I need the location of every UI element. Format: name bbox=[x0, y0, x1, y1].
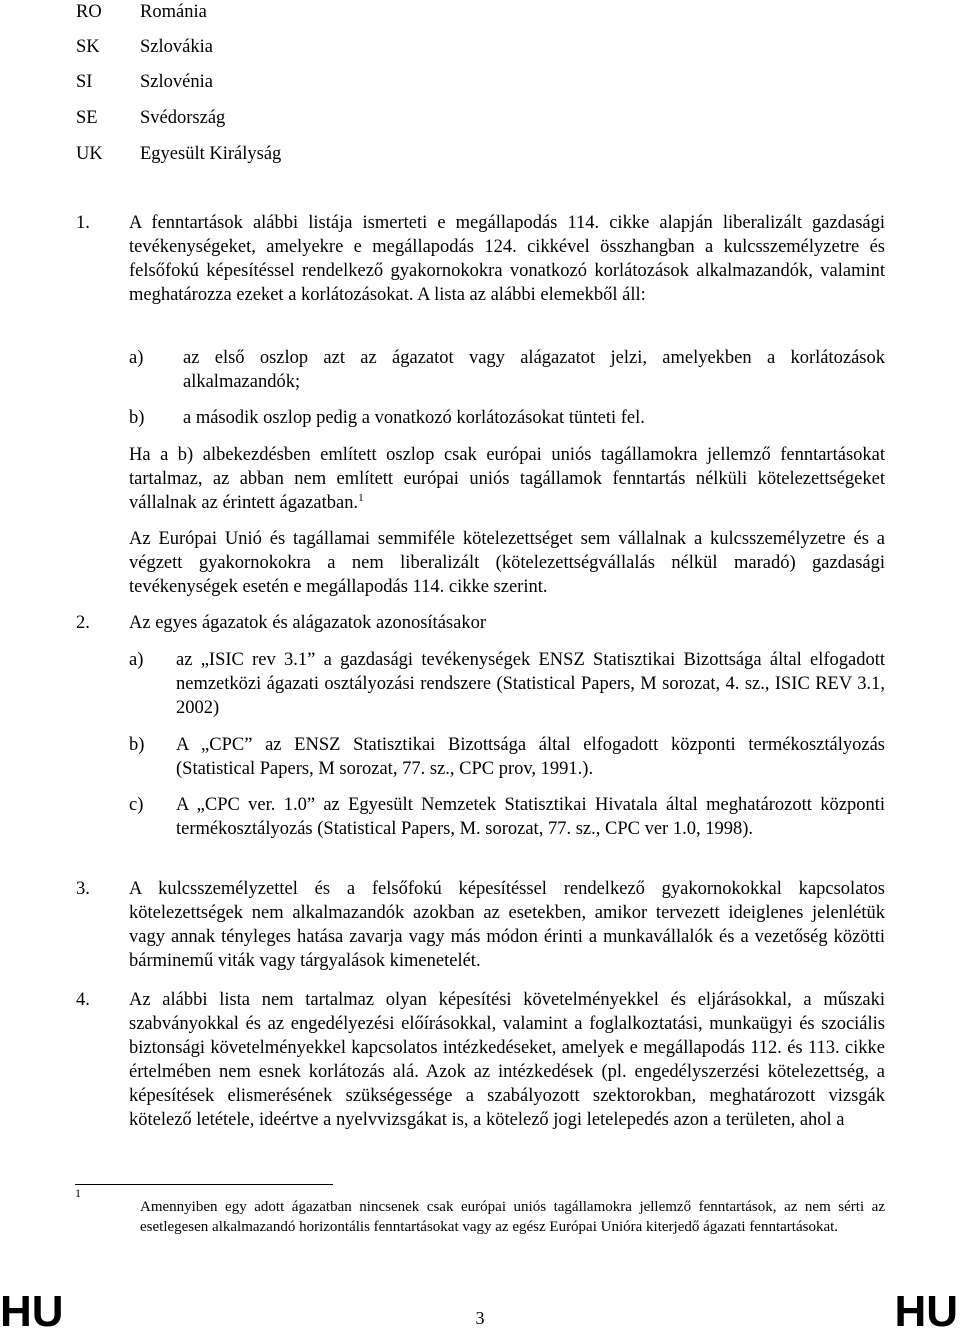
footnote-mark: 1 bbox=[75, 1186, 81, 1200]
country-code: UK bbox=[76, 144, 103, 164]
section-number: 2. bbox=[76, 613, 90, 633]
section-4-text: Az alábbi lista nem tartalmaz olyan képesítési követelményekkel és eljárásokkal, a műszaki szabványokkal és az engedélyezési előírásokkal, valamint a foglalkoztatási, munkaügyi és szociális biztonsági követelményekkel kapcsolatos intézkedéseket, amelyek e megállapodás 112. és 113. cikke értelmében nem esnek korlátozás alá. Azok az intézkedések (pl. engedélyszerzési kötelezettség, a képesítések elismerésének szükségessége a szabályozott szektorokban, meghatározott vizsgák kötelező letétele, ideértve a nyelvvizsgákat is, a kötelező jogi letelepedés azon a területen, ahol a bbox=[129, 990, 885, 1130]
country-code: SE bbox=[76, 108, 98, 128]
list-label: a) bbox=[129, 650, 144, 670]
list-label: b) bbox=[129, 735, 145, 755]
country-name: Egyesült Királyság bbox=[140, 144, 282, 164]
language-code-right: HU bbox=[894, 1287, 958, 1336]
section-number: 1. bbox=[76, 213, 90, 233]
section-number: 3. bbox=[76, 879, 90, 899]
country-name: Románia bbox=[140, 2, 207, 22]
footnote-reference[interactable]: 1 bbox=[358, 491, 364, 504]
country-code: SI bbox=[76, 72, 93, 92]
list-label: b) bbox=[129, 408, 145, 428]
country-name: Szlovákia bbox=[140, 37, 213, 57]
section-1-paragraph-3: Az Európai Unió és tagállamai semmiféle kötelezettséget sem vállalnak a kulcsszemélyzetre és a végzett gyakornokokra a nem liberalizált (kötelezettségvállalás nélkül maradó) gazdasági tevékenységek esetén e megállapodás 114. cikke szerint. bbox=[129, 529, 885, 597]
list-item-text: A „CPC ver. 1.0” az Egyesült Nemzetek Statisztikai Hivatala által meghatározott központi termékosztályozás (Statistical Papers, M. sorozat, 77. sz., CPC ver 1.0, 1998). bbox=[176, 795, 885, 839]
list-item-text: a második oszlop pedig a vonatkozó korlátozásokat tünteti fel. bbox=[183, 408, 645, 428]
section-1-intro: A fenntartások alábbi listája ismerteti e megállapodás 114. cikke alapján liberalizált gazdasági tevékenységeket, amelyekre e megállapodás 124. cikkével összhangban a kulcsszemélyzetre és felsőfokú képesítéssel rendelkező gyakornokokra vonatkozó korlátozások alkalmazandók, valamint meghatározza ezeket a korlátozásokat. A lista az alábbi elemekből áll: bbox=[129, 213, 885, 305]
list-item-text: az „ISIC rev 3.1” a gazdasági tevékenységek ENSZ Statisztikai Bizottsága által elfogadott nemzetközi ágazati osztályozási rendszere (Statistical Papers, M sorozat, 4. sz., ISIC REV 3.1, 2002) bbox=[176, 650, 885, 718]
section-2-intro: Az egyes ágazatok és alágazatok azonosításakor bbox=[129, 613, 486, 633]
section-1-paragraph-2 bbox=[129, 443, 885, 515]
language-code-left: HU bbox=[0, 1287, 64, 1336]
footnote-separator bbox=[75, 1184, 333, 1185]
list-item-text: az első oszlop azt az ágazatot vagy alágazatot jelzi, amelyekben a korlátozások alkalmazandók; bbox=[183, 348, 885, 392]
page-number: 3 bbox=[475, 1308, 485, 1328]
country-code: RO bbox=[76, 2, 102, 22]
footnote-text: Amennyiben egy adott ágazatban nincsenek csak európai uniós tagállamokra jellemző fenntartások, az nem sérti az esetlegesen alkalmazandó horizontális fenntartásokat vagy az egész Európai Unióra kiterjedő ágazati fenntartásokat. bbox=[140, 1199, 885, 1235]
section-number: 4. bbox=[76, 990, 90, 1010]
section-3-text: A kulcsszemélyzettel és a felsőfokú képesítéssel rendelkező gyakornokokkal kapcsolatos kötelezettségek nem alkalmazandók azokban az esetekben, amikor tervezett ideiglenes jelenlétük vagy annak tényleges hatása zavarja vagy más módon érinti a munkavállalók és a vezetőség közötti bárminemű viták vagy tárgyalások kimenetelét. bbox=[129, 879, 885, 971]
country-name: Szlovénia bbox=[140, 72, 213, 92]
list-item-text: A „CPC” az ENSZ Statisztikai Bizottsága által elfogadott központi termékosztályozás (Statistical Papers, M sorozat, 77. sz., CPC prov, 1991.). bbox=[176, 735, 885, 779]
country-code: SK bbox=[76, 37, 100, 57]
list-label: c) bbox=[129, 795, 144, 815]
list-label: a) bbox=[129, 348, 144, 368]
country-name: Svédország bbox=[140, 108, 226, 128]
paragraph-text: Ha a b) albekezdésben említett oszlop csak európai uniós tagállamokra jellemző fenntartásokat tartalmaz, az abban nem említett európai uniós tagállamok fenntartás nélküli kötelezettségeket vállalnak az érintett ágazatban. bbox=[129, 445, 885, 513]
